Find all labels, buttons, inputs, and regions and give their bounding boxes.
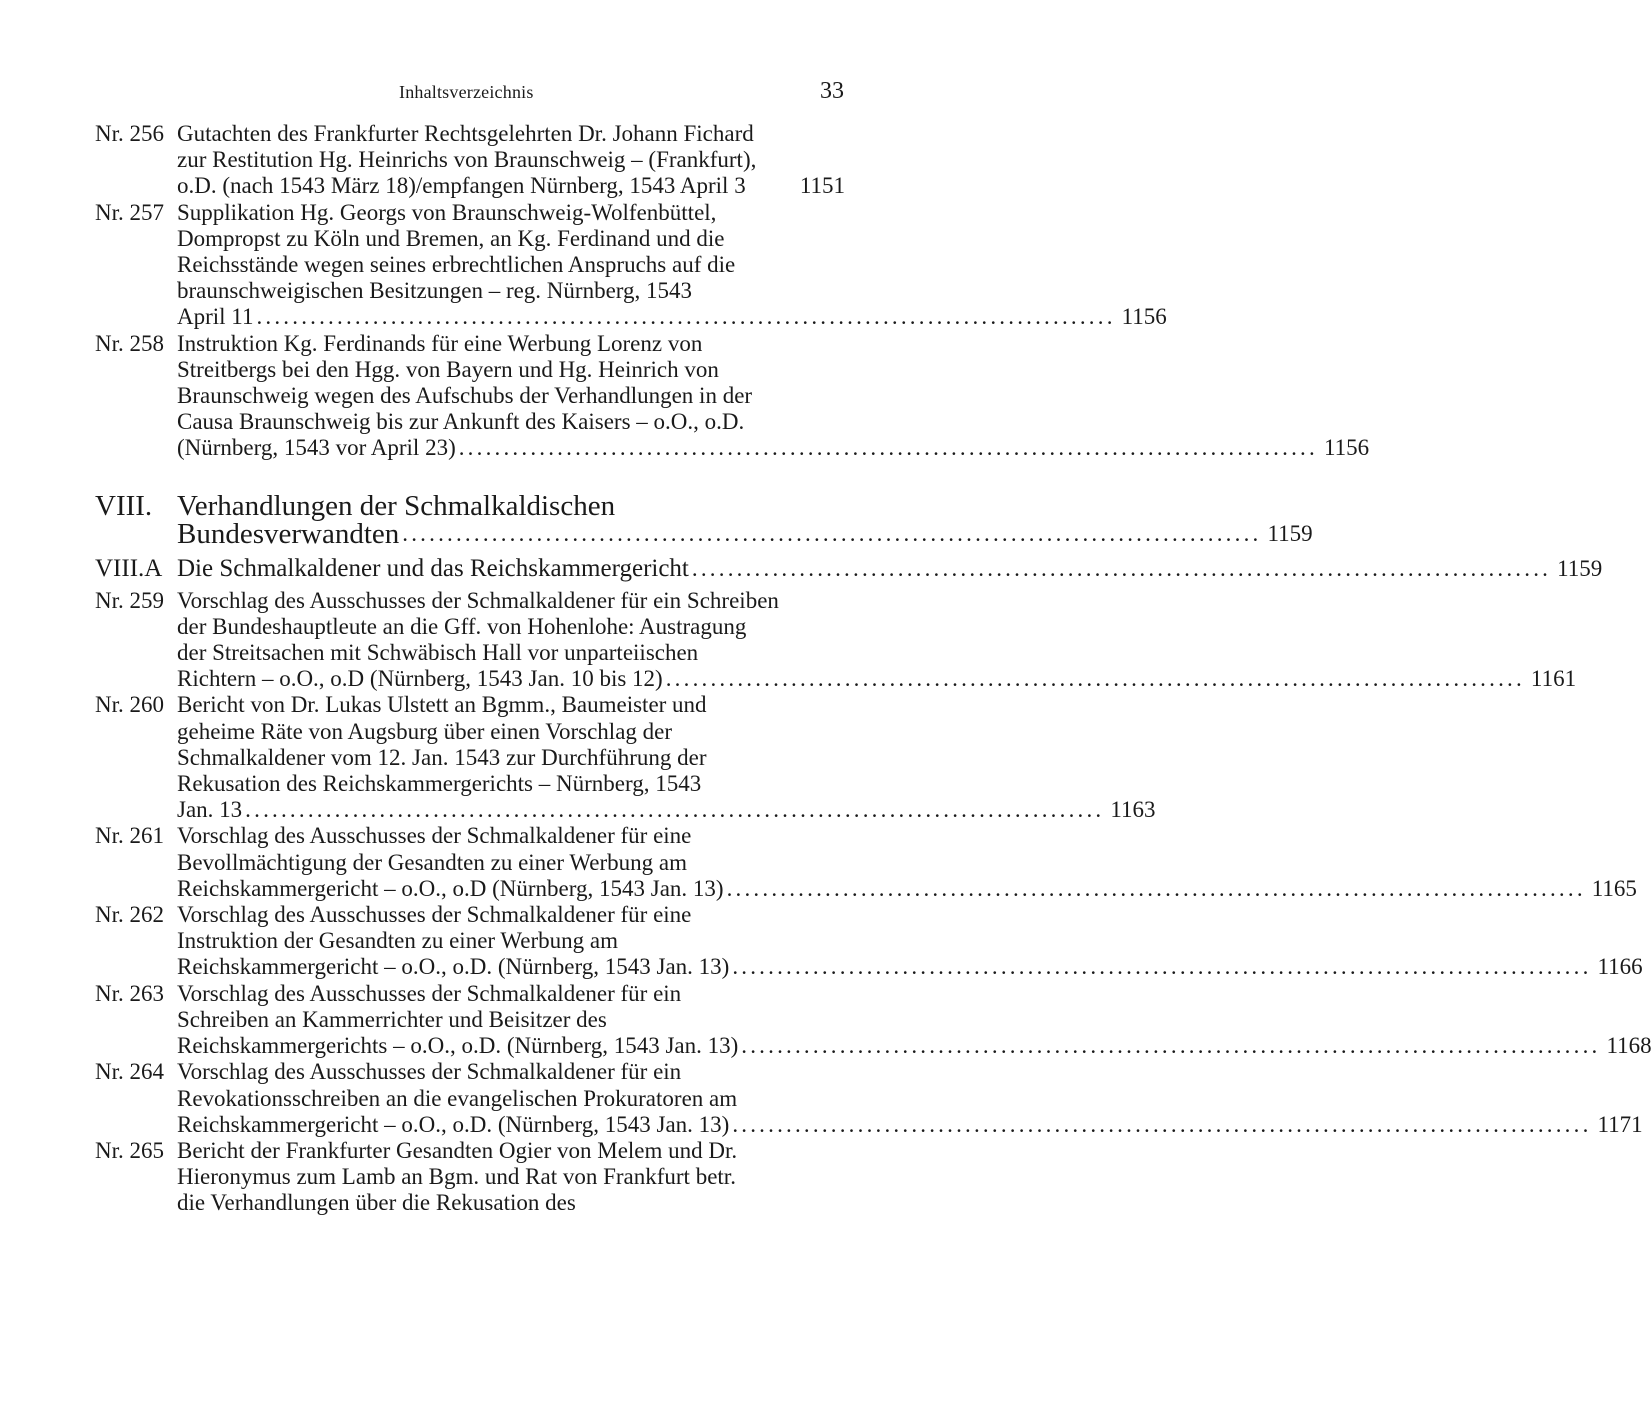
- entry-text: [177, 1138, 845, 1217]
- entry-number: Nr. 256: [95, 121, 164, 146]
- entry-line: Schmalkaldener vom 12. Jan. 1543 zur Durchführung der: [177, 744, 707, 770]
- entry-line: Reichskammergericht – o.O., o.D (Nürnberg, 1543 Jan. 13): [177, 875, 724, 901]
- entry-page: 1165: [1591, 875, 1637, 901]
- dot-leader: ................................................................................................: [732, 954, 1592, 980]
- running-title: Inhaltsverzeichnis: [399, 82, 534, 102]
- section-heading-viii[interactable]: [95, 489, 1313, 550]
- entry-number: Nr. 264: [95, 1059, 164, 1085]
- entry-line: Hieronymus zum Lamb an Bgm. und Rat von Frankfurt betr.: [177, 1164, 736, 1190]
- toc-entry-256[interactable]: [95, 121, 845, 200]
- section-title: [177, 554, 1602, 584]
- section-line: Verhandlungen der Schmalkaldischen: [177, 489, 616, 522]
- entry-line: Schreiben an Kammerrichter und Beisitzer des: [177, 1006, 607, 1032]
- section-page: 1159: [1267, 520, 1313, 546]
- section-page: 1159: [1557, 555, 1603, 581]
- entry-line: Revokationsschreiben an die evangelischen Prokuratoren am: [177, 1085, 738, 1111]
- entry-line: Vorschlag des Ausschusses der Schmalkaldener für eine: [177, 823, 692, 849]
- entry-page: 1161: [1530, 666, 1577, 692]
- dot-leader: ................................................................................................: [256, 304, 1116, 330]
- entry-line: der Streitsachen mit Schwäbisch Hall vor unparteiischen: [177, 640, 699, 666]
- entry-line: Richtern – o.O., o.D (Nürnberg, 1543 Jan. 10 bis 12): [177, 666, 663, 692]
- entry-number: Nr. 263: [95, 980, 164, 1006]
- entry-line: (Nürnberg, 1543 vor April 23): [177, 435, 456, 461]
- entry-line: Instruktion Kg. Ferdinands für eine Werbung Lorenz von: [177, 330, 703, 356]
- entry-text: [177, 902, 1643, 981]
- dot-leader: ................................................................................................: [726, 875, 1586, 901]
- entry-line: die Verhandlungen über die Rekusation des: [177, 1190, 576, 1216]
- entry-text: [177, 121, 845, 200]
- page-number: 33: [820, 78, 844, 104]
- entry-number: Nr. 257: [95, 199, 164, 225]
- dot-leader: ................................................................................................: [691, 555, 1552, 581]
- entry-line: Supplikation Hg. Georgs von Braunschweig-Wolfenbüttel,: [177, 199, 717, 225]
- entry-line: April 11: [177, 304, 254, 330]
- entry-line: Causa Braunschweig bis zur Ankunft des Kaisers – o.O., o.D.: [177, 409, 745, 435]
- dot-leader: ................................................................................................: [732, 1111, 1592, 1137]
- table-of-contents: [95, 121, 1652, 1217]
- entry-page: 1166: [1597, 954, 1643, 980]
- entry-line: Reichsstände wegen seines erbrechtlichen Anspruchs auf die: [177, 252, 736, 278]
- entry-line: zur Restitution Hg. Heinrichs von Braunschweig – (Frankfurt),: [177, 147, 757, 173]
- entry-line: o.D. (nach 1543 März 18)/empfangen Nürnberg, 1543 April 3: [177, 173, 746, 199]
- entry-page: 1171: [1597, 1111, 1643, 1137]
- dot-leader: ................................................................................................: [458, 435, 1318, 461]
- toc-entry-262[interactable]: [95, 902, 1643, 981]
- entry-line: braunschweigischen Besitzungen – reg. Nürnberg, 1543: [177, 278, 693, 304]
- entry-line: Reichskammergericht – o.O., o.D. (Nürnberg, 1543 Jan. 13): [177, 954, 730, 980]
- toc-entry-258[interactable]: [95, 330, 1370, 462]
- entry-number: Nr. 261: [95, 823, 164, 849]
- section-line: Die Schmalkaldener und das Reichskammergericht: [177, 554, 689, 582]
- section-number: VIII.A: [95, 554, 163, 582]
- entry-text: [177, 981, 1652, 1060]
- entry-line: Streitbergs bei den Hgg. von Bayern und Hg. Heinrich von: [177, 356, 719, 382]
- entry-number: Nr. 262: [95, 902, 164, 928]
- dot-leader: ................................................................................................: [741, 1033, 1601, 1059]
- entry-line: Gutachten des Frankfurter Rechtsgelehrten Dr. Johann Fichard: [177, 121, 754, 146]
- toc-entry-260[interactable]: [95, 692, 1156, 823]
- entry-text: [177, 692, 1156, 823]
- dot-leader: ................................................................................................: [245, 797, 1105, 823]
- entry-text: [177, 588, 1576, 693]
- entry-line: Braunschweig wegen des Aufschubs der Verhandlungen in der: [177, 383, 753, 409]
- entry-page: 1156: [1323, 435, 1370, 461]
- entry-line: Rekusation des Reichskammergerichts – Nürnberg, 1543: [177, 771, 702, 797]
- entry-line: Bericht von Dr. Lukas Ulstett an Bgmm., Baumeister und: [177, 692, 707, 718]
- entry-line: geheime Räte von Augsburg über einen Vorschlag der: [177, 718, 673, 744]
- entry-page: 1156: [1121, 304, 1167, 330]
- entry-line: Reichskammergerichts – o.O., o.D. (Nürnberg, 1543 Jan. 13): [177, 1033, 739, 1059]
- section-heading-viii-a[interactable]: [95, 554, 1603, 584]
- dot-leader: ................................................................................................: [665, 666, 1525, 692]
- entry-line: Vorschlag des Ausschusses der Schmalkaldener für ein: [177, 1059, 682, 1085]
- entry-number: Nr. 258: [95, 330, 164, 356]
- entry-page: 1151: [799, 173, 845, 199]
- toc-entry-263[interactable]: [95, 980, 1652, 1060]
- section-line: Bundesverwandten: [177, 517, 400, 550]
- entry-line: Vorschlag des Ausschusses der Schmalkaldener für ein: [177, 980, 682, 1006]
- entry-line: Vorschlag des Ausschusses der Schmalkaldener für eine: [177, 902, 692, 928]
- entry-text: [177, 1059, 1643, 1138]
- toc-entry-259[interactable]: [95, 587, 1577, 693]
- entry-line: Vorschlag des Ausschusses der Schmalkaldener für ein Schreiben: [177, 587, 779, 613]
- toc-entry-265[interactable]: [95, 1138, 845, 1217]
- section-number: VIII.: [95, 489, 153, 522]
- entry-page: 1168: [1606, 1033, 1652, 1059]
- entry-number: Nr. 260: [95, 692, 164, 718]
- entry-line: Dompropst zu Köln und Bremen, an Kg. Ferdinand und die: [177, 225, 725, 251]
- entry-line: Bevollmächtigung der Gesandten zu einer Werbung am: [177, 849, 687, 875]
- toc-entry-261[interactable]: [95, 823, 1637, 902]
- page-header: [0, 80, 1004, 110]
- entry-number: Nr. 259: [95, 587, 164, 613]
- entry-text: [177, 200, 1167, 331]
- entry-number: Nr. 265: [95, 1137, 164, 1163]
- dot-leader: ................................................................................................: [402, 520, 1262, 546]
- toc-entry-264[interactable]: [95, 1059, 1643, 1138]
- entry-text: [177, 331, 1369, 462]
- entry-line: Bericht der Frankfurter Gesandten Ogier von Melem und Dr.: [177, 1137, 738, 1163]
- section-title: [177, 489, 1313, 550]
- entry-line: Instruktion der Gesandten zu einer Werbung am: [177, 928, 618, 954]
- entry-line: der Bundeshauptleute an die Gff. von Hohenlohe: Austragung: [177, 613, 747, 639]
- toc-entry-257[interactable]: [95, 199, 1167, 331]
- entry-text: [177, 823, 1637, 902]
- entry-line: Jan. 13: [177, 797, 243, 823]
- entry-page: 1163: [1110, 797, 1156, 823]
- entry-line: Reichskammergericht – o.O., o.D. (Nürnberg, 1543 Jan. 13): [177, 1111, 730, 1137]
